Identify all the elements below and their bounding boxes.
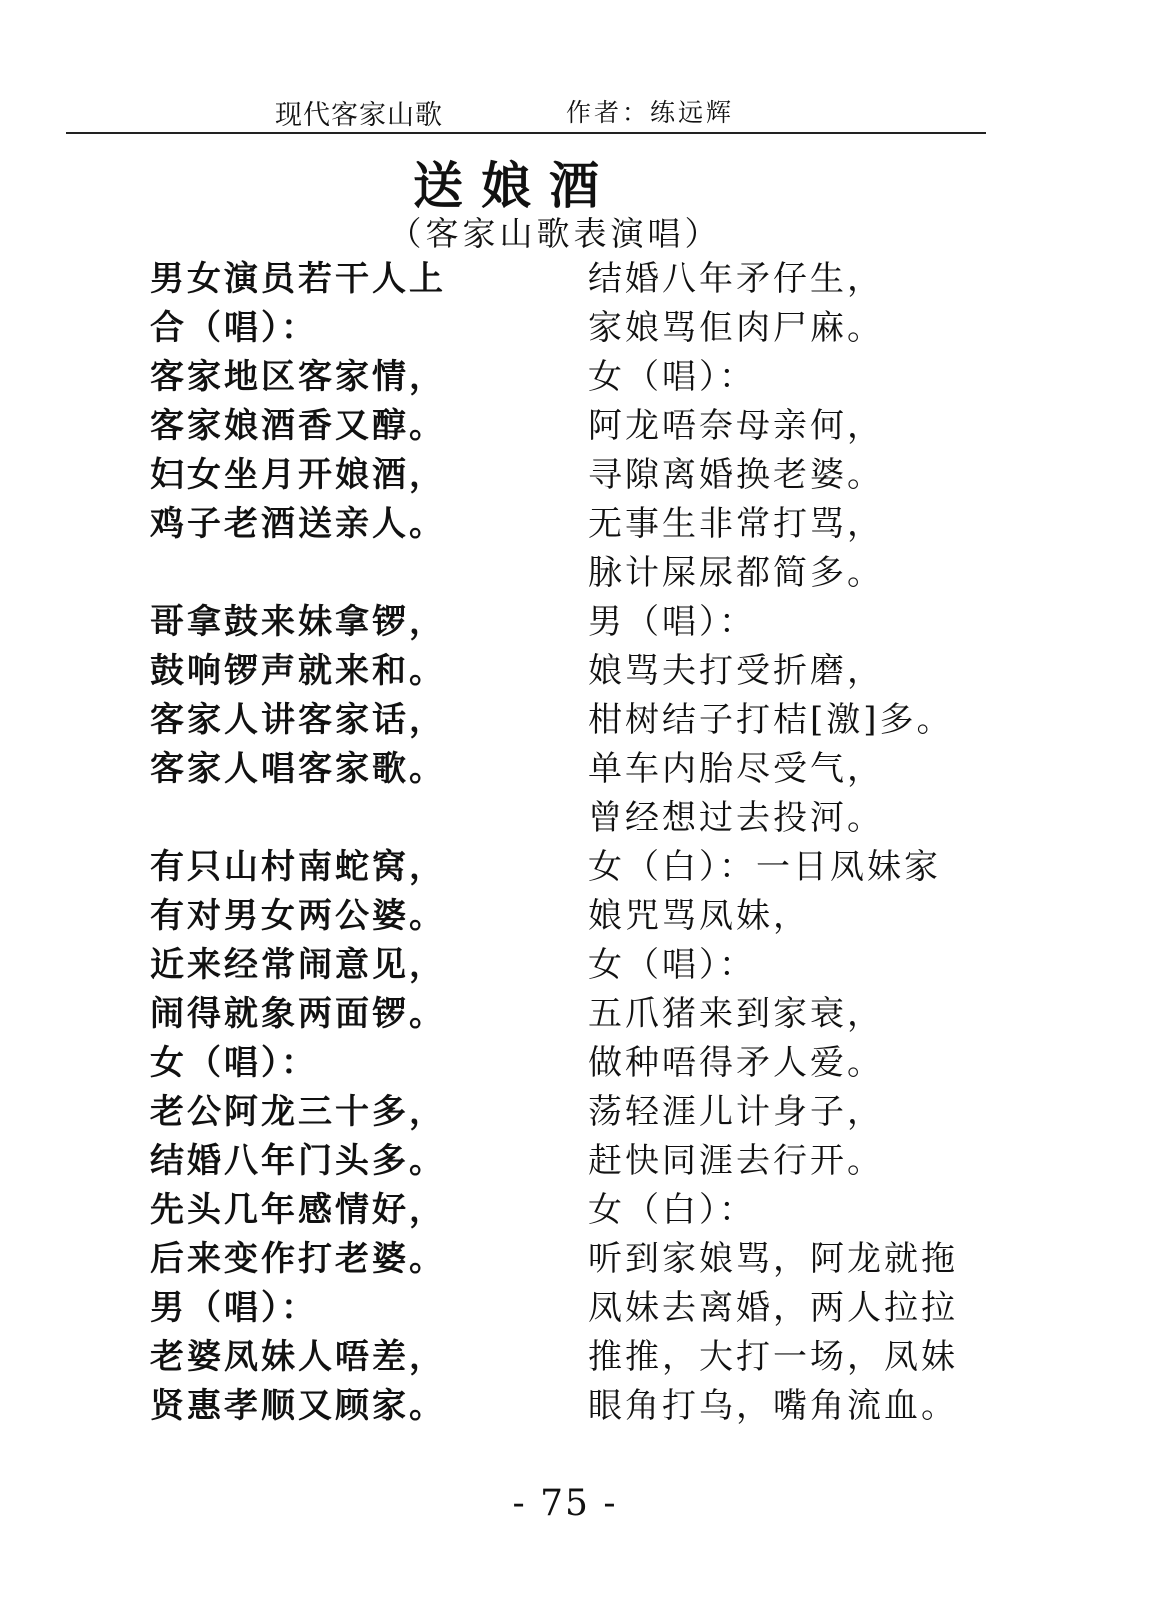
verse-line: 荡轻涯儿计身子， (588, 1092, 884, 1132)
verse-line: 无事生非常打骂， (588, 504, 884, 544)
poem-subtitle: （客家山歌表演唱） (388, 214, 722, 253)
verse-line: 娘咒骂凤妹， (588, 896, 810, 936)
verse-line: 哥拿鼓来妹拿锣， (150, 602, 446, 642)
verse-line: 凤妹去离婚，两人拉拉 (588, 1288, 958, 1328)
verse-line: 老公阿龙三十多， (150, 1092, 446, 1132)
verse-line: 贤惠孝顺又顾家。 (150, 1386, 446, 1426)
verse-line: 鼓响锣声就来和。 (150, 651, 446, 691)
verse-line: 有对男女两公婆。 (150, 896, 446, 936)
left-column (150, 255, 570, 1431)
verse-line: 娘骂夫打受折磨， (588, 651, 884, 691)
verse-line: 听到家娘骂，阿龙就拖 (588, 1239, 958, 1279)
verse-line: 女（唱）： (588, 357, 756, 397)
verse-line: 鸡子老酒送亲人。 (150, 504, 446, 544)
verse-line: 赶快同涯去行开。 (588, 1141, 884, 1181)
book-title: 现代客家山歌 (275, 100, 443, 131)
verse-line: 结婚八年门头多。 (150, 1141, 446, 1181)
verse-line: 结婚八年矛仔生， (588, 259, 884, 299)
verse-line: 阿龙唔奈母亲何， (588, 406, 884, 446)
verse-line: 客家地区客家情， (150, 357, 446, 397)
verse-line: 推推，大打一场，凤妹 (588, 1337, 958, 1377)
verse-line: 合（唱）： (150, 308, 318, 348)
right-column (588, 255, 1008, 1431)
verse-line: 客家人唱客家歌。 (150, 749, 446, 789)
verse-line: 单车内胎尽受气， (588, 749, 884, 789)
verse-line: 男（唱）： (588, 602, 756, 642)
verse-line: 女（唱）： (588, 945, 756, 985)
verse-line: 近来经常闹意见， (150, 945, 446, 985)
verse-line: 做种唔得矛人爱。 (588, 1043, 884, 1083)
verse-line: 寻隙离婚换老婆。 (588, 455, 884, 495)
verse-line (150, 549, 570, 598)
verse-line: 客家娘酒香又醇。 (150, 406, 446, 446)
verse-line: 脉计屎尿都简多。 (588, 553, 884, 593)
verse-line: 女（唱）： (150, 1043, 318, 1083)
header-divider (66, 132, 986, 134)
verse-line: 女（白）：一日凤妹家 (588, 847, 941, 887)
verse-line (150, 794, 570, 843)
page-number: - 75 - (512, 1483, 618, 1524)
verse-line: 家娘骂佢肉尸麻。 (588, 308, 884, 348)
verse-line: 有只山村南蛇窝， (150, 847, 446, 887)
verse-line: 柑树结子打桔[激]多。 (588, 700, 954, 740)
verse-line: 先头几年感情好， (150, 1190, 446, 1230)
author-line: 作者：练远辉 (566, 98, 735, 127)
verse-line: 妇女坐月开娘酒， (150, 455, 446, 495)
verse-line: 后来变作打老婆。 (150, 1239, 446, 1279)
poem-title: 送娘酒 (413, 157, 617, 215)
verse-line: 老婆凤妹人唔差， (150, 1337, 446, 1377)
verse-line: 眼角打乌，嘴角流血。 (588, 1386, 958, 1426)
verse-line: 女（白）： (588, 1190, 756, 1230)
verse-line: 五爪猪来到家衰， (588, 994, 884, 1034)
verse-line: 闹得就象两面锣。 (150, 994, 446, 1034)
verse-line: 曾经想过去投河。 (588, 798, 884, 838)
verse-line: 客家人讲客家话， (150, 700, 446, 740)
verse-line: 男（唱）： (150, 1288, 318, 1328)
verse-line: 男女演员若干人上 (150, 259, 446, 299)
